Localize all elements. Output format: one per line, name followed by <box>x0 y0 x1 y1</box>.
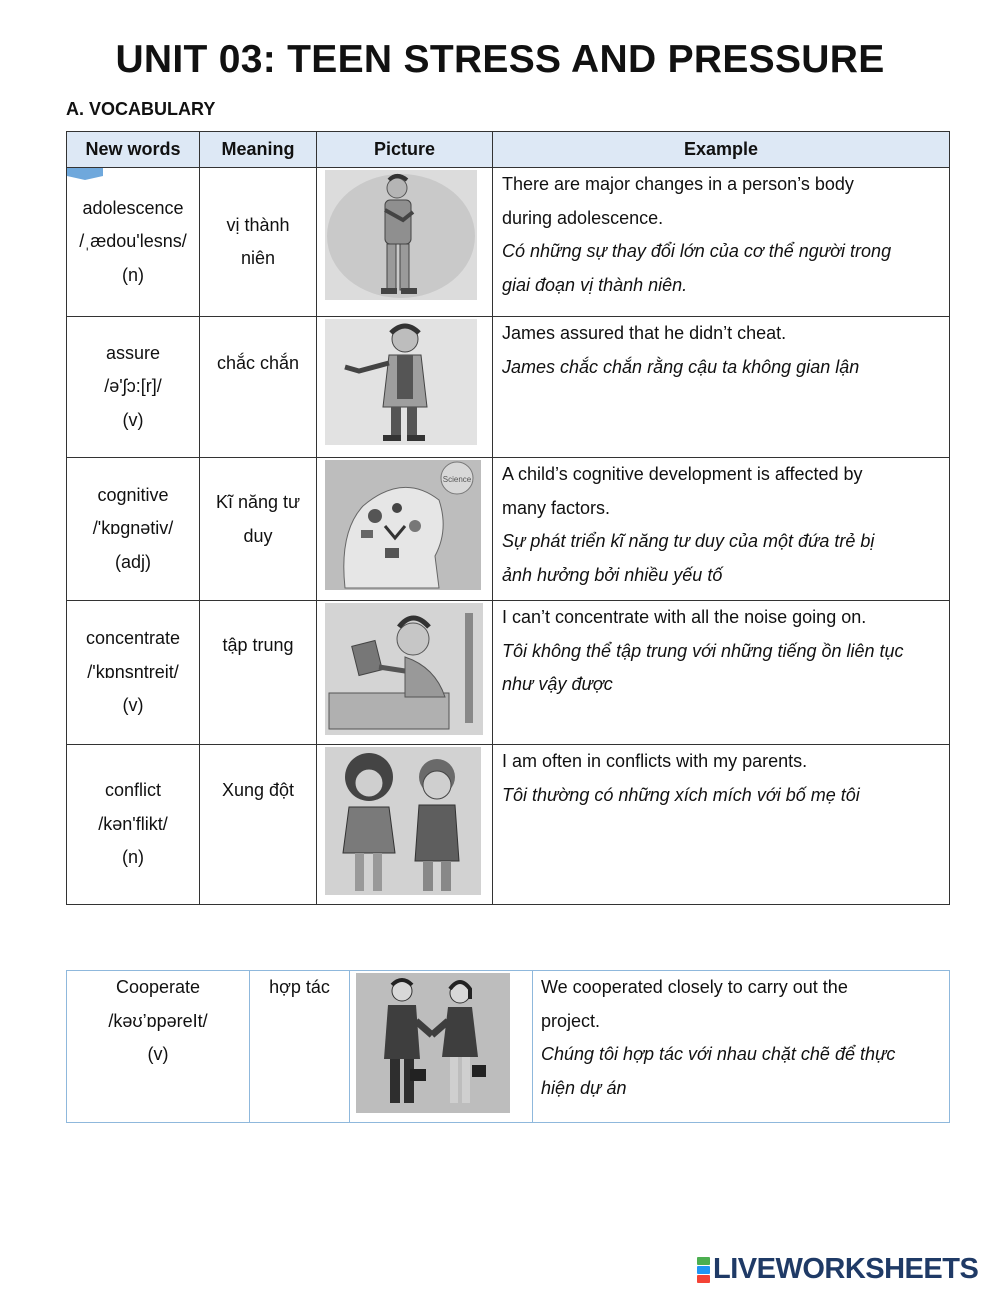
cooperate-table <box>66 970 950 1123</box>
phonetic: /'kɒnsntreit/ <box>87 661 179 682</box>
meaning-line: duy <box>243 525 273 546</box>
example-en: many factors. <box>502 497 611 518</box>
word-cell <box>67 458 200 601</box>
part-of-speech: (n) <box>122 264 144 285</box>
boy-reading-picture <box>325 603 483 735</box>
part-of-speech: (v) <box>122 409 144 430</box>
two-kids-picture <box>325 747 481 895</box>
header-meaning: Meaning <box>200 132 317 168</box>
part-of-speech: (v) <box>122 695 144 716</box>
example-vi: Tôi không thể tập trung với những tiếng ồn liên tục <box>502 640 904 661</box>
phonetic: /ə'ʃɔ:[r]/ <box>104 376 162 397</box>
example-cell <box>533 971 950 1123</box>
meaning-line: niên <box>240 248 276 268</box>
header-example: Example <box>493 132 950 168</box>
part-of-speech: (n) <box>122 847 144 867</box>
picture-cell <box>317 745 493 905</box>
liveworksheets-logo[interactable] <box>697 1253 978 1286</box>
picture-cell <box>317 317 493 458</box>
meaning-line: tập trung <box>222 635 294 655</box>
word-cell <box>67 745 200 905</box>
logo-mark-icon <box>697 1257 710 1283</box>
picture-label: Science <box>442 475 472 484</box>
brand-name: LIVEWORKSHEETS <box>713 1253 979 1285</box>
example-vi: Chúng tôi hợp tác với nhau chặt chẽ để thực <box>541 1044 896 1064</box>
example-en: project. <box>541 1010 601 1031</box>
word-cell <box>67 971 250 1123</box>
part-of-speech: (adj) <box>114 551 151 572</box>
example-cell <box>493 601 950 745</box>
table-row <box>67 458 950 601</box>
table-row <box>67 317 950 458</box>
example-cell <box>493 317 950 458</box>
meaning-line: Kĩ năng tư <box>215 492 301 512</box>
phonetic: /kəʊ’ɒpəreIt/ <box>108 1010 208 1031</box>
example-cell <box>493 458 950 601</box>
example-vi: Sự phát triển kĩ năng tư duy của một đứa trẻ bị <box>502 531 875 551</box>
example-cell <box>493 168 950 317</box>
section-heading: A. VOCABULARY <box>66 99 216 119</box>
meaning-cell <box>200 601 317 745</box>
picture-cell <box>350 971 533 1123</box>
word-cell <box>67 317 200 458</box>
word: conflict <box>104 780 162 800</box>
logo-block <box>697 1275 710 1283</box>
handshake-picture <box>356 973 510 1113</box>
word-cell <box>67 168 200 317</box>
phonetic: /ˌædou'lesns/ <box>79 231 187 252</box>
example-vi: hiện dự án <box>541 1077 627 1098</box>
table-row <box>67 745 950 905</box>
meaning-cell <box>200 317 317 458</box>
picture-cell <box>317 168 493 317</box>
example-vi: James chắc chắn rằng cậu ta không gian lận <box>502 356 860 377</box>
page-title: UNIT 03: TEEN STRESS AND PRESSURE <box>115 38 885 81</box>
table-header-row <box>67 132 950 168</box>
example-vi: Tôi thường có những xích mích với bố mẹ tôi <box>502 784 860 805</box>
word: Cooperate <box>115 977 201 997</box>
word-cell <box>67 601 200 745</box>
meaning-line: hợp tác <box>269 977 330 997</box>
example-cell <box>493 745 950 905</box>
meaning-cell <box>250 971 350 1123</box>
example-en: during adolescence. <box>502 207 664 228</box>
example-vi: như vậy được <box>502 674 613 694</box>
meaning-cell <box>200 458 317 601</box>
example-en: James assured that he didn’t cheat. <box>502 323 787 343</box>
word: adolescence <box>82 197 184 218</box>
example-vi: giai đoạn vị thành niên. <box>502 274 688 295</box>
word: assure <box>105 342 161 363</box>
logo-block <box>697 1257 710 1265</box>
example-en: I can’t concentrate with all the noise going on. <box>502 607 867 627</box>
part-of-speech: (v) <box>147 1044 169 1064</box>
example-en: I am often in conflicts with my parents. <box>502 751 808 771</box>
word: concentrate <box>85 628 181 649</box>
meaning-line: Xung đột <box>221 780 295 800</box>
vocabulary-table <box>66 131 950 905</box>
phonetic: /kən'flikt/ <box>98 813 168 834</box>
example-vi: ảnh hưởng bởi nhiều yếu tố <box>502 564 723 585</box>
table-row <box>67 971 950 1123</box>
meaning-line: chắc chắn <box>216 353 300 373</box>
example-vi: Có những sự thay đổi lớn của cơ thể người trong <box>502 241 892 261</box>
example-en: There are major changes in a person’s body <box>502 174 854 194</box>
thinking-head-picture <box>325 460 481 590</box>
man-gesturing-picture <box>325 319 477 445</box>
phonetic: /'kɒgnətiv/ <box>92 518 174 539</box>
example-en: A child’s cognitive development is affected by <box>502 464 863 484</box>
header-new-words: New words <box>67 132 200 168</box>
logo-block <box>697 1266 710 1274</box>
teen-standing-picture <box>325 170 477 300</box>
picture-cell <box>317 601 493 745</box>
example-en: We cooperated closely to carry out the <box>541 977 848 997</box>
meaning-cell <box>200 745 317 905</box>
table-row <box>67 601 950 745</box>
picture-cell <box>317 458 493 601</box>
word: cognitive <box>97 484 169 505</box>
table-row <box>67 168 950 317</box>
header-picture: Picture <box>317 132 493 168</box>
row-marker-tab <box>67 168 103 180</box>
meaning-cell <box>200 168 317 317</box>
meaning-line: vị thành <box>226 214 290 235</box>
